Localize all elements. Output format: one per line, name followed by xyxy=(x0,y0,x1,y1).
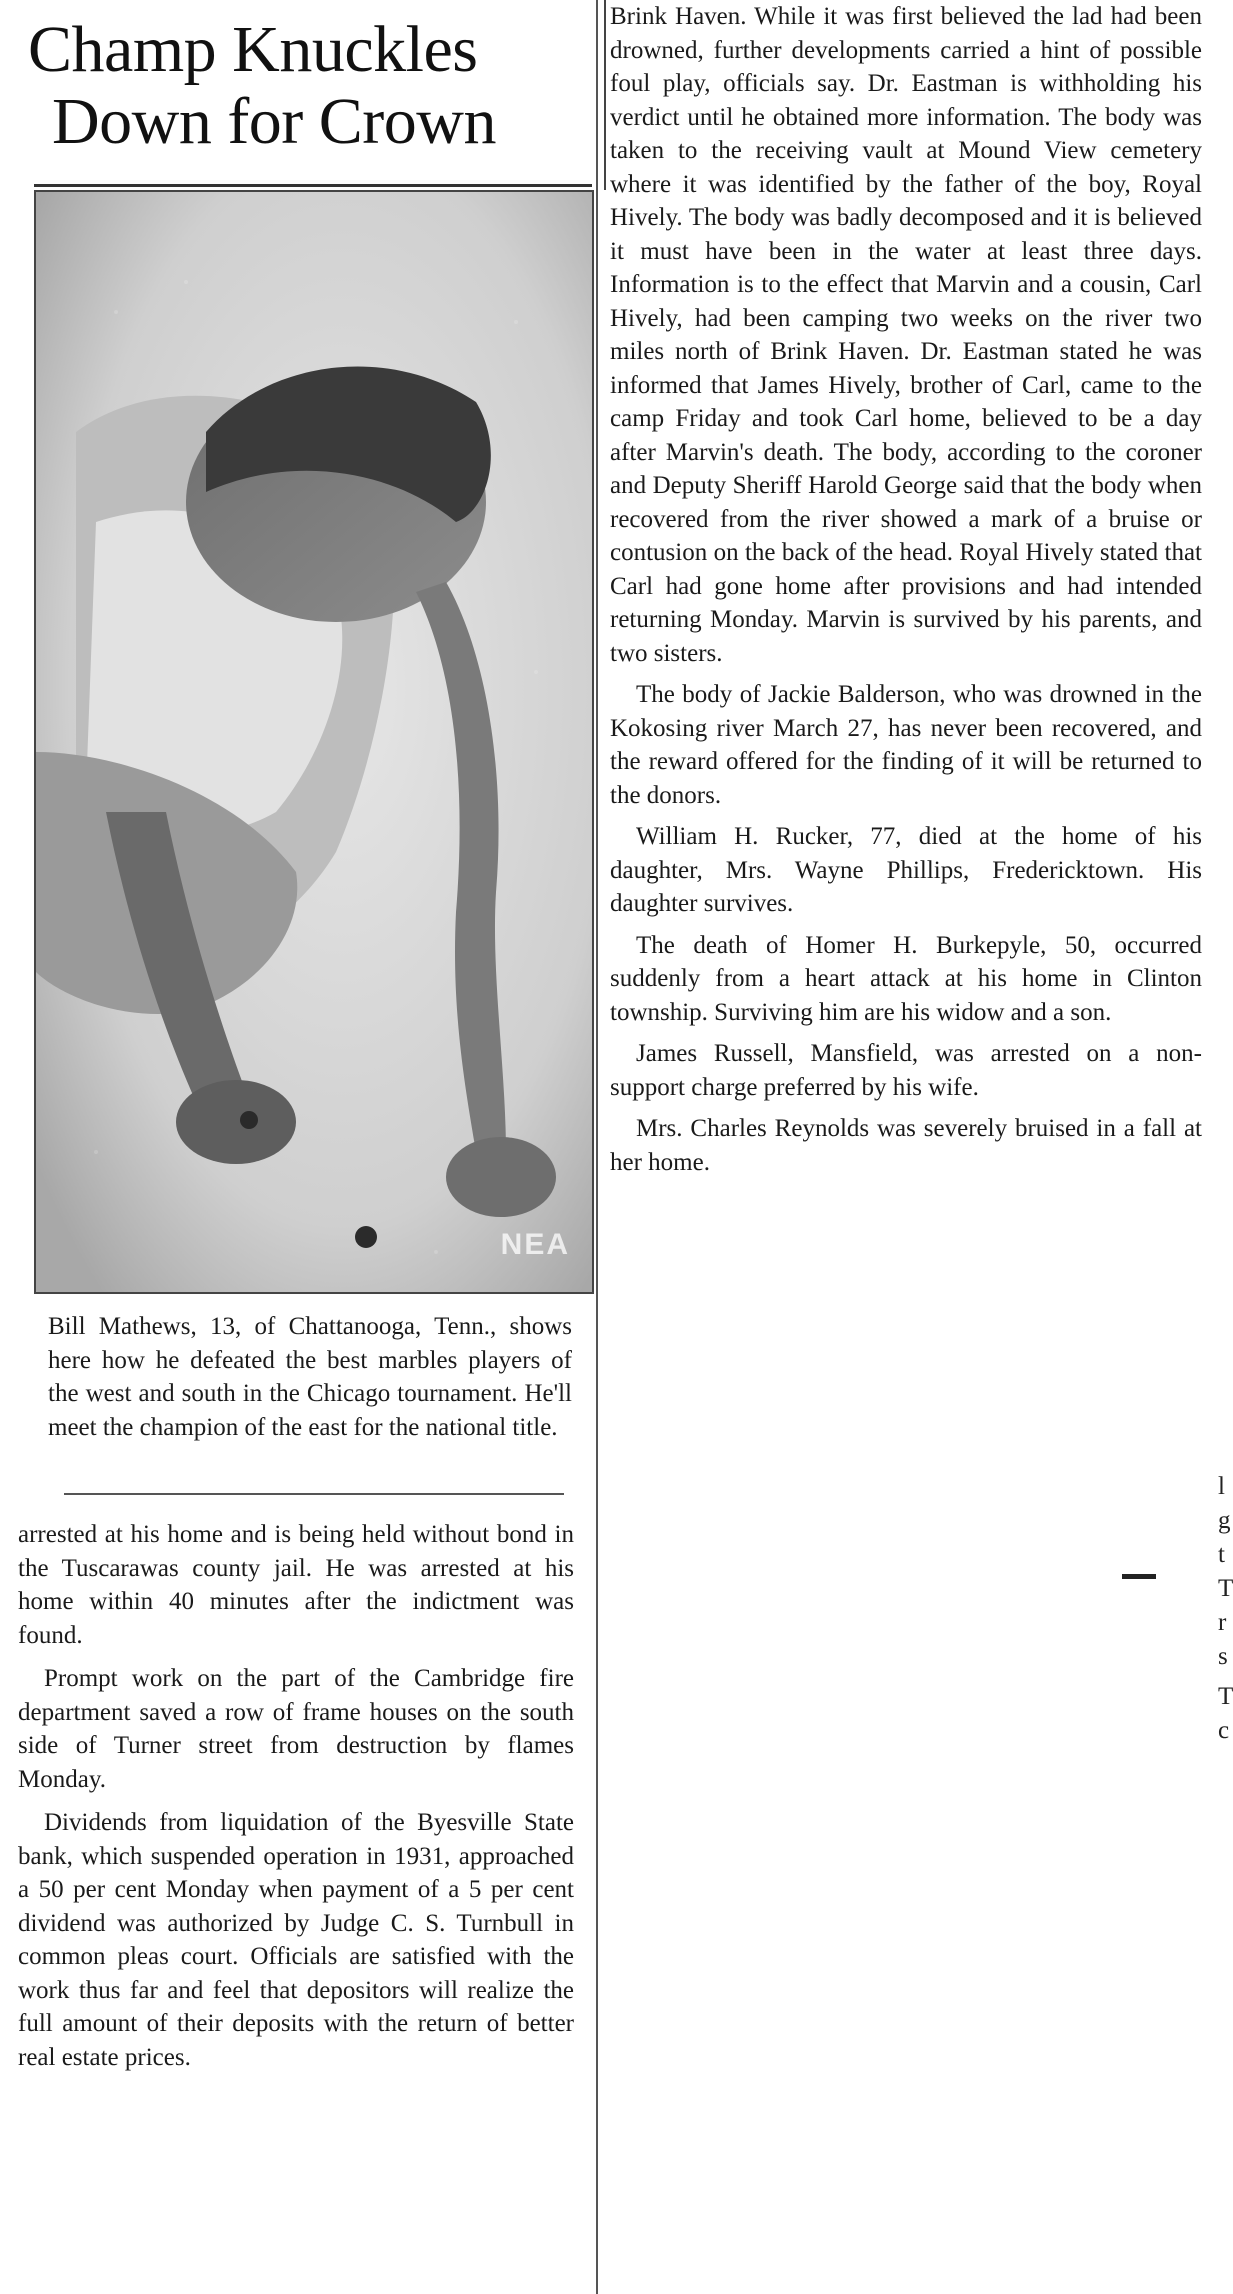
photo-caption: Bill Mathews, 13, of Chattanooga, Tenn., shows here how he defeated the best marbles players of the west and south in the Chicago tournament. He'll meet the champion of the east for the national title. xyxy=(48,1313,572,1441)
adjacent-column-fragment: T xyxy=(1218,1683,1233,1710)
adjacent-column-fragment: l xyxy=(1218,1473,1225,1500)
photo-credit: NEA xyxy=(500,1228,570,1261)
right-column-edge-rule xyxy=(604,0,606,190)
caption-rule xyxy=(64,1493,564,1495)
headline-line-2: Down for Crown xyxy=(52,85,496,158)
left-column xyxy=(18,1518,574,2084)
headline-line-1: Champ Knuckles xyxy=(28,13,478,86)
ink-dash xyxy=(1122,1574,1156,1579)
right-column-paragraph: The death of Homer H. Burkepyle, 50, occurred suddenly from a heart attack at his home in Clinton township. Surviving him are his widow and a son. xyxy=(610,931,1202,1026)
left-column-paragraph: arrested at his home and is being held without bond in the Tuscarawas county jail. He was arrested at his home within 40 minutes after the indictment was found. xyxy=(18,1521,574,1649)
adjacent-column-fragment: c xyxy=(1218,1717,1230,1744)
headline-rule xyxy=(34,184,592,187)
right-column-paragraph: Brink Haven. While it was first believed the lad had been drowned, further developments carried a hint of possible foul play, officials say. Dr. Eastman is withholding his verdict until he obtained more information. The body was taken to the receiving vault at Mound View cemetery where it was identified by the father of the boy, Royal Hively. The body was badly decomposed and it is believed it must have been in the water at least three days. Information is to the effect that Marvin and a cousin, Carl Hively, had been camping two weeks on the river two miles north of Brink Haven. Dr. Eastman stated he was informed that James Hively, brother of Carl, came to the camp Friday and took Carl home, believed to be a day after Marvin's death. The body, according to the coroner and Deputy Sheriff Harold George said that the body when recovered from the river showed a mark of a bruise or contusion on the back of the head. Royal Hively stated that Carl had gone home after provisions and had intended returning Monday. Marvin is survived by his parents, and two sisters. xyxy=(610,3,1202,667)
right-column-paragraph: Mrs. Charles Reynolds was severely bruised in a fall at her home. xyxy=(610,1115,1202,1176)
adjacent-column-fragment: T xyxy=(1218,1575,1233,1602)
photo-boy-playing-marbles xyxy=(34,190,594,1294)
left-column-paragraph: Dividends from liquidation of the Byesville State bank, which suspended operation in 1931, approached a 50 per cent Monday when payment of a 5 per cent dividend was authorized by Judge C. S. Turnbull in common pleas court. Officials are satisfied with the work thus far and feel that depositors will realize the full amount of their deposits with the return of better real estate prices. xyxy=(18,1809,574,2071)
photo-image xyxy=(36,192,592,1292)
right-column-paragraph: William H. Rucker, 77, died at the home of his daughter, Mrs. Wayne Phillips, Fredericktown. His daughter survives. xyxy=(610,823,1202,917)
right-column-paragraph: The body of Jackie Balderson, who was drowned in the Kokosing river March 27, has never been recovered, and the reward offered for the finding of it will be returned to the donors. xyxy=(610,681,1202,809)
left-column-paragraph: Prompt work on the part of the Cambridge fire department saved a row of frame houses on the south side of Turner street from destruction by flames Monday. xyxy=(18,1665,574,1793)
right-column-paragraph: James Russell, Mansfield, was arrested on a non-support charge preferred by his wife. xyxy=(610,1040,1202,1101)
adjacent-column-fragment: t xyxy=(1218,1541,1225,1568)
adjacent-column-fragment: g xyxy=(1218,1507,1231,1534)
adjacent-column-fragment: s xyxy=(1218,1643,1228,1670)
headline xyxy=(28,14,608,158)
column-divider xyxy=(596,0,598,2294)
right-column xyxy=(610,0,1202,1187)
adjacent-column-fragment: r xyxy=(1218,1609,1227,1636)
